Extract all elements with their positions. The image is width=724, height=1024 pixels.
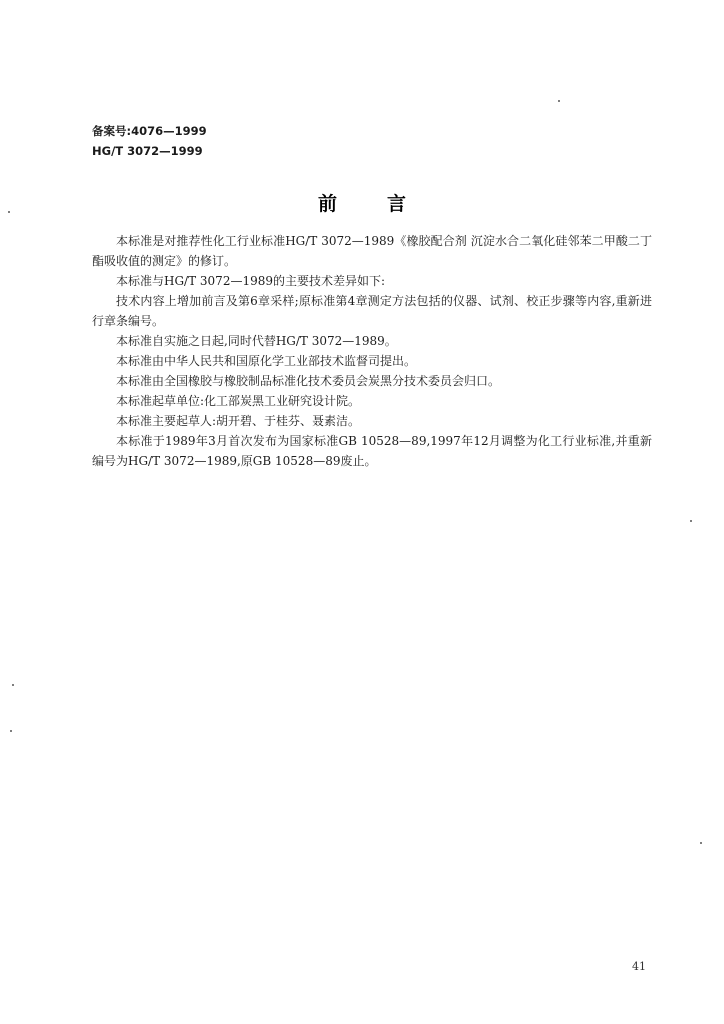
scan-speck [700,842,702,844]
paragraph: 本标准于1989年3月首次发布为国家标准GB 10528—89,1997年12月调整为化工行业标准,并重新编号为HG/T 3072—1989,原GB 10528—89废止。 [92,434,652,468]
page-title: 前言 [317,193,456,215]
paragraph: 本标准起草单位:化工部炭黑工业研究设计院。 [116,394,361,408]
record-number: 备案号:4076—1999 [92,124,207,138]
scan-speck [8,211,10,213]
scan-speck [10,730,12,732]
scan-speck [690,520,692,522]
document-header [92,121,207,161]
standard-code: HG/T 3072—1999 [92,144,203,158]
paragraph: 技术内容上增加前言及第6章采样;原标准第4章测定方法包括的仪器、试剂、校正步骤等内容,重新进行章条编号。 [92,294,652,328]
foreword-body [92,231,652,471]
scan-speck [12,684,14,686]
paragraph: 本标准由中华人民共和国原化学工业部技术监督司提出。 [116,354,417,368]
paragraph: 本标准主要起草人:胡开碧、于桂芬、聂素洁。 [116,414,361,428]
paragraph: 本标准是对推荐性化工行业标准HG/T 3072—1989《橡胶配合剂 沉淀水合二氧化硅邻苯二甲酸二丁酯吸收值的测定》的修订。 [92,234,652,268]
scan-speck [558,100,560,102]
paragraph: 本标准自实施之日起,同时代替HG/T 3072—1989。 [116,334,397,348]
paragraph: 本标准由全国橡胶与橡胶制品标准化技术委员会炭黑分技术委员会归口。 [116,374,501,388]
page-number: 41 [632,960,646,973]
paragraph: 本标准与HG/T 3072—1989的主要技术差异如下: [116,274,386,288]
